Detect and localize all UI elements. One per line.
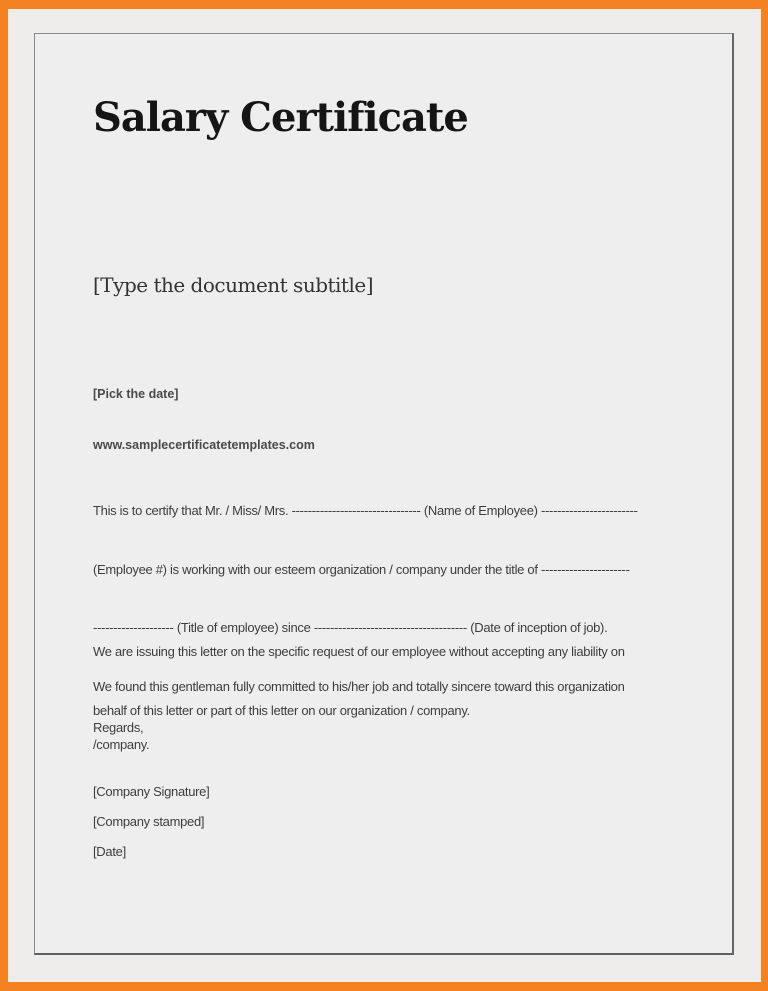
paragraph-line: /company. bbox=[93, 737, 150, 752]
paragraph-line: -------------------- (Title of employee) since -------------------------------------- (Date of inception of job). bbox=[93, 620, 608, 635]
liability-paragraph bbox=[93, 603, 625, 759]
paragraph-line: (Employee #) is working with our esteem organization / company under the title of ---------------------- bbox=[93, 561, 630, 577]
date-line-placeholder: [Date] bbox=[93, 844, 126, 859]
paragraph-line: behalf of this letter or part of this letter on our organization / company. bbox=[93, 702, 470, 718]
regards-line: Regards, bbox=[93, 720, 144, 735]
document-subtitle: [Type the document subtitle] bbox=[93, 273, 374, 297]
company-signature-placeholder: [Company Signature] bbox=[93, 784, 210, 799]
company-stamp-placeholder: [Company stamped] bbox=[93, 814, 205, 829]
pick-date-placeholder: [Pick the date] bbox=[93, 387, 179, 401]
paragraph-line: We are issuing this letter on the specific request of our employee without accepting any liability on bbox=[93, 644, 625, 659]
website-url: www.samplecertificatetemplates.com bbox=[93, 438, 315, 452]
paragraph-line: We found this gentleman fully committed to his/her job and totally sincere toward this organization bbox=[93, 678, 625, 694]
certificate-page bbox=[34, 33, 734, 955]
paragraph-line: This is to certify that Mr. / Miss/ Mrs. -------------------------------- (Name of Employee) ------------------------ bbox=[93, 503, 638, 518]
document-title: Salary Certificate bbox=[93, 94, 468, 141]
